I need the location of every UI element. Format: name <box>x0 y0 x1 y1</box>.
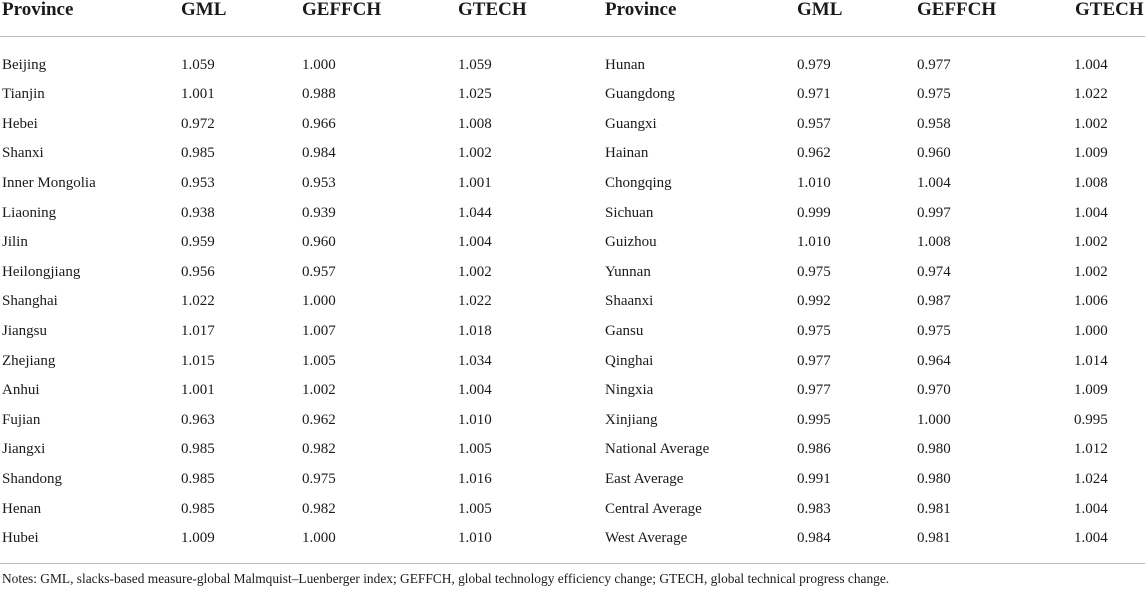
table-cell: 0.975 <box>302 470 336 487</box>
header-gml-left: GML <box>181 0 227 20</box>
table-cell: 0.988 <box>302 86 336 103</box>
table-cell: Jiangsu <box>2 322 47 339</box>
table-cell: Guangxi <box>605 115 657 132</box>
header-geffch-right: GEFFCH <box>917 0 997 20</box>
table-cell: 0.980 <box>917 470 951 487</box>
table-cell: 1.004 <box>458 234 492 251</box>
table-row <box>0 410 1145 440</box>
header-province-left: Province <box>2 0 74 20</box>
table-cell: Liaoning <box>2 204 57 221</box>
table-cell: Sichuan <box>605 204 654 221</box>
table-cell: 0.953 <box>302 174 336 191</box>
table-cell: 1.000 <box>302 56 336 73</box>
header-gtech-right: GTECH <box>1075 0 1144 20</box>
table-cell: 1.010 <box>458 411 492 428</box>
table-cell: 0.997 <box>917 204 951 221</box>
table-cell: 1.004 <box>1074 56 1108 73</box>
table-cell: 1.010 <box>797 234 831 251</box>
table-cell: 1.008 <box>458 115 492 132</box>
table-cell: Shanxi <box>2 145 44 162</box>
table-cell: 0.979 <box>797 56 831 73</box>
table-cell: 0.939 <box>302 204 336 221</box>
table-row <box>0 499 1145 529</box>
table-cell: Fujian <box>2 411 41 428</box>
table-cell: 0.957 <box>302 263 336 280</box>
table-cell: Central Average <box>605 500 702 517</box>
table-cell: Shanghai <box>2 293 58 310</box>
table-cell: 1.004 <box>917 174 951 191</box>
table-cell: 1.001 <box>181 382 215 399</box>
header-geffch-left: GEFFCH <box>302 0 382 20</box>
table-cell: Gansu <box>605 322 644 339</box>
table-cell: Guizhou <box>605 234 657 251</box>
table-cell: 0.977 <box>797 382 831 399</box>
table-cell: 1.001 <box>181 86 215 103</box>
table-cell: 0.983 <box>797 500 831 517</box>
table-cell: Beijing <box>2 56 47 73</box>
table-cell: 0.956 <box>181 263 215 280</box>
table-cell: 1.002 <box>458 145 492 162</box>
table-cell: 0.981 <box>917 500 951 517</box>
table-cell: 1.001 <box>458 174 492 191</box>
table-cell: 1.008 <box>1074 174 1108 191</box>
table-row <box>0 55 1145 85</box>
table-cell: 0.985 <box>181 500 215 517</box>
table-cell: 0.975 <box>917 322 951 339</box>
table-cell: Guangdong <box>605 86 675 103</box>
table-row <box>0 84 1145 114</box>
table-cell: 0.971 <box>797 86 831 103</box>
table-cell: 1.022 <box>181 293 215 310</box>
header-gtech-left: GTECH <box>458 0 527 20</box>
table-row <box>0 351 1145 381</box>
table-row <box>0 439 1145 469</box>
table-cell: 0.999 <box>797 204 831 221</box>
table-cell: 0.984 <box>797 530 831 547</box>
table-cell: 0.982 <box>302 441 336 458</box>
table-row <box>0 380 1145 410</box>
table-cell: 0.964 <box>917 352 951 369</box>
table-cell: 1.012 <box>1074 441 1108 458</box>
table-cell: 0.975 <box>917 86 951 103</box>
table-cell: 0.958 <box>917 115 951 132</box>
table-header-row <box>0 0 1145 36</box>
table-cell: Chongqing <box>605 174 672 191</box>
table-cell: 1.004 <box>458 382 492 399</box>
table-cell: 0.957 <box>797 115 831 132</box>
table-cell: 0.987 <box>917 293 951 310</box>
table-cell: 0.960 <box>917 145 951 162</box>
table-cell: 1.018 <box>458 322 492 339</box>
table-cell: 0.972 <box>181 115 215 132</box>
table-cell: Jiangxi <box>2 441 46 458</box>
table-cell: 0.974 <box>917 263 951 280</box>
table-cell: 0.970 <box>917 382 951 399</box>
table-cell: 1.000 <box>1074 322 1108 339</box>
table-cell: 1.009 <box>181 530 215 547</box>
header-rule <box>0 36 1145 37</box>
table-cell: 0.980 <box>917 441 951 458</box>
table-cell: 1.000 <box>302 530 336 547</box>
table-cell: 1.008 <box>917 234 951 251</box>
table-row <box>0 291 1145 321</box>
table-row <box>0 143 1145 173</box>
table-cell: 1.002 <box>1074 234 1108 251</box>
table-cell: 1.022 <box>458 293 492 310</box>
table-cell: 0.984 <box>302 145 336 162</box>
table-row <box>0 321 1145 351</box>
table-cell: 1.022 <box>1074 86 1108 103</box>
table-cell: 1.059 <box>458 56 492 73</box>
table-cell: 1.005 <box>302 352 336 369</box>
table-cell: Shandong <box>2 470 62 487</box>
table-row <box>0 469 1145 499</box>
table-notes: Notes: GML, slacks-based measure-global Malmquist–Luenberger index; GEFFCH, global technology efficiency change; GTECH, global technical progress change. <box>2 571 890 586</box>
table-cell: 1.059 <box>181 56 215 73</box>
table-row <box>0 173 1145 203</box>
table-row <box>0 262 1145 292</box>
table-cell: 1.004 <box>1074 500 1108 517</box>
table-cell: 0.985 <box>181 145 215 162</box>
header-province-right: Province <box>605 0 677 20</box>
table-cell: 1.004 <box>1074 530 1108 547</box>
table-cell: 1.010 <box>458 530 492 547</box>
table-cell: Inner Mongolia <box>2 174 96 191</box>
header-gml-right: GML <box>797 0 843 20</box>
table-cell: Hainan <box>605 145 649 162</box>
table-cell: 0.981 <box>917 530 951 547</box>
table-cell: 0.962 <box>302 411 336 428</box>
table-cell: 0.986 <box>797 441 831 458</box>
table-cell: Hebei <box>2 115 38 132</box>
table-cell: 0.938 <box>181 204 215 221</box>
table-cell: 0.977 <box>797 352 831 369</box>
table-cell: Yunnan <box>605 263 651 280</box>
table-cell: 0.960 <box>302 234 336 251</box>
table-cell: 0.985 <box>181 441 215 458</box>
table-cell: 1.002 <box>1074 263 1108 280</box>
table-cell: 0.975 <box>797 263 831 280</box>
table-cell: West Average <box>605 530 688 547</box>
table-cell: 1.002 <box>302 382 336 399</box>
table-cell: 1.044 <box>458 204 492 221</box>
table-row <box>0 528 1145 558</box>
table-cell: Hubei <box>2 530 39 547</box>
table-cell: 1.014 <box>1074 352 1108 369</box>
table-cell: Shaanxi <box>605 293 654 310</box>
table-cell: 0.963 <box>181 411 215 428</box>
table-cell: 1.000 <box>917 411 951 428</box>
table-row <box>0 203 1145 233</box>
table-cell: Zhejiang <box>2 352 56 369</box>
table-cell: 1.010 <box>797 174 831 191</box>
table-cell: Tianjin <box>2 86 45 103</box>
table-cell: 1.005 <box>458 441 492 458</box>
table-row <box>0 114 1145 144</box>
table-cell: 1.000 <box>302 293 336 310</box>
table-cell: 0.966 <box>302 115 336 132</box>
table-cell: 1.024 <box>1074 470 1108 487</box>
table-cell: Henan <box>2 500 42 517</box>
table-cell: 1.007 <box>302 322 336 339</box>
table-cell: East Average <box>605 470 684 487</box>
table-cell: 1.016 <box>458 470 492 487</box>
table-cell: Hunan <box>605 56 645 73</box>
table-cell: 1.006 <box>1074 293 1108 310</box>
table-cell: National Average <box>605 441 710 458</box>
table-cell: 0.995 <box>797 411 831 428</box>
table-row <box>0 232 1145 262</box>
table-cell: 1.009 <box>1074 382 1108 399</box>
table-cell: 1.034 <box>458 352 492 369</box>
table-cell: Jilin <box>2 234 28 251</box>
table-cell: 1.009 <box>1074 145 1108 162</box>
table-cell: 1.005 <box>458 500 492 517</box>
table-cell: 0.975 <box>797 322 831 339</box>
table-cell: 0.991 <box>797 470 831 487</box>
table-cell: 0.962 <box>797 145 831 162</box>
table-cell: 0.992 <box>797 293 831 310</box>
table-cell: 1.017 <box>181 322 215 339</box>
table-cell: Heilongjiang <box>2 263 81 280</box>
table-cell: Anhui <box>2 382 40 399</box>
table-cell: 1.025 <box>458 86 492 103</box>
table-cell: Xinjiang <box>605 411 658 428</box>
table-cell: 0.953 <box>181 174 215 191</box>
table-cell: 0.995 <box>1074 411 1108 428</box>
table-cell: 0.977 <box>917 56 951 73</box>
table-cell: 0.982 <box>302 500 336 517</box>
table-cell: 1.015 <box>181 352 215 369</box>
table-cell: Ningxia <box>605 382 654 399</box>
table-cell: 1.004 <box>1074 204 1108 221</box>
table-cell: 1.002 <box>458 263 492 280</box>
bottom-rule <box>0 563 1145 564</box>
table-cell: 0.985 <box>181 470 215 487</box>
table-cell: 1.002 <box>1074 115 1108 132</box>
table-cell: Qinghai <box>605 352 654 369</box>
table-cell: 0.959 <box>181 234 215 251</box>
